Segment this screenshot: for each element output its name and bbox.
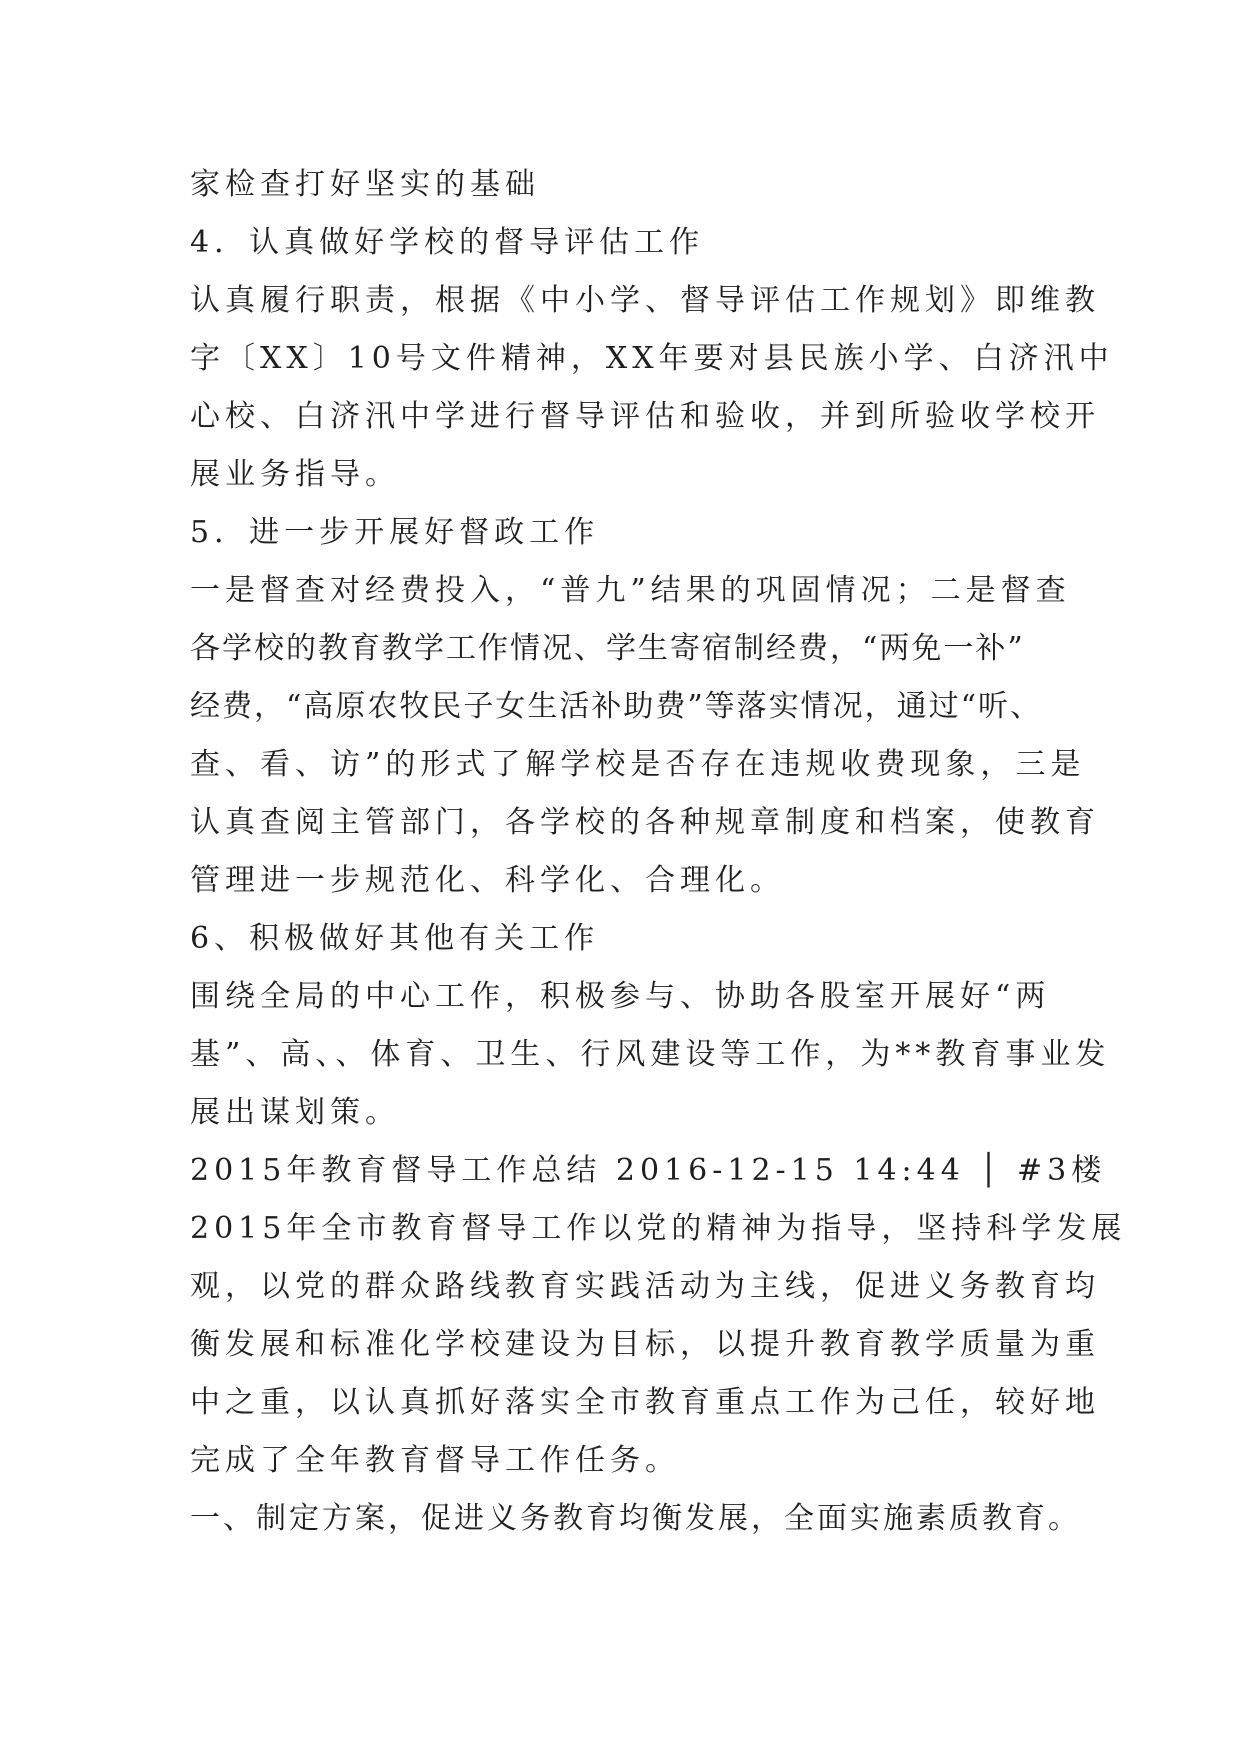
text-line: 2015年全市教育督导工作以党的精神为指导，坚持科学发展	[190, 1211, 1127, 1246]
document-body	[190, 156, 1127, 1548]
text-line: 认真查阅主管部门，各学校的各种规章制度和档案，使教育	[190, 805, 1100, 840]
text-line: 衡发展和标准化学校建设为目标，以提升教育教学质量为重	[190, 1327, 1100, 1362]
text-line: 家检查打好坚实的基础	[190, 167, 540, 202]
text-line: 围绕全局的中心工作，积极参与、协助各股室开展好“两	[190, 979, 1051, 1014]
text-line: 完成了全年教育督导工作任务。	[190, 1443, 680, 1478]
text-line: 心校、白济汛中学进行督导评估和验收，并到所验收学校开	[190, 399, 1100, 434]
text-line: 认真履行职责，根据《中小学、督导评估工作规划》即维教	[190, 283, 1100, 318]
section-heading: 5．进一步开展好督政工作	[190, 515, 600, 550]
post-header: 2015年教育督导工作总结 2016-12-15 14:44 │ #3楼	[190, 1153, 1107, 1188]
section-heading: 6、积极做好其他有关工作	[190, 921, 600, 956]
text-line: 经费，“高原农牧民子女生活补助费”等落实情况，通过“听、	[190, 689, 1043, 724]
text-line: 字〔XX〕10号文件精神，XX年要对县民族小学、白济汛中	[190, 341, 1114, 376]
text-line: 基”、高、、体育、卫生、行风建设等工作，为**教育事业发	[190, 1037, 1111, 1072]
text-line: 中之重，以认真抓好落实全市教育重点工作为己任，较好地	[190, 1385, 1100, 1420]
section-heading: 一、制定方案，促进义务教育均衡发展，全面实施素质教育。	[190, 1501, 1081, 1536]
text-line: 查、看、访”的形式了解学校是否存在违规收费现象，三是	[190, 747, 1086, 782]
section-heading: 4．认真做好学校的督导评估工作	[190, 225, 705, 260]
text-line: 展业务指导。	[190, 457, 400, 492]
text-line: 一是督查对经费投入，“普九”结果的巩固情况；二是督查	[190, 573, 1071, 608]
text-line: 展出谋划策。	[190, 1095, 400, 1130]
text-line: 各学校的教育教学工作情况、学生寄宿制经费，“两免一补”	[190, 631, 1025, 666]
text-line: 观，以党的群众路线教育实践活动为主线，促进义务教育均	[190, 1269, 1100, 1304]
text-line: 管理进一步规范化、科学化、合理化。	[190, 863, 785, 898]
